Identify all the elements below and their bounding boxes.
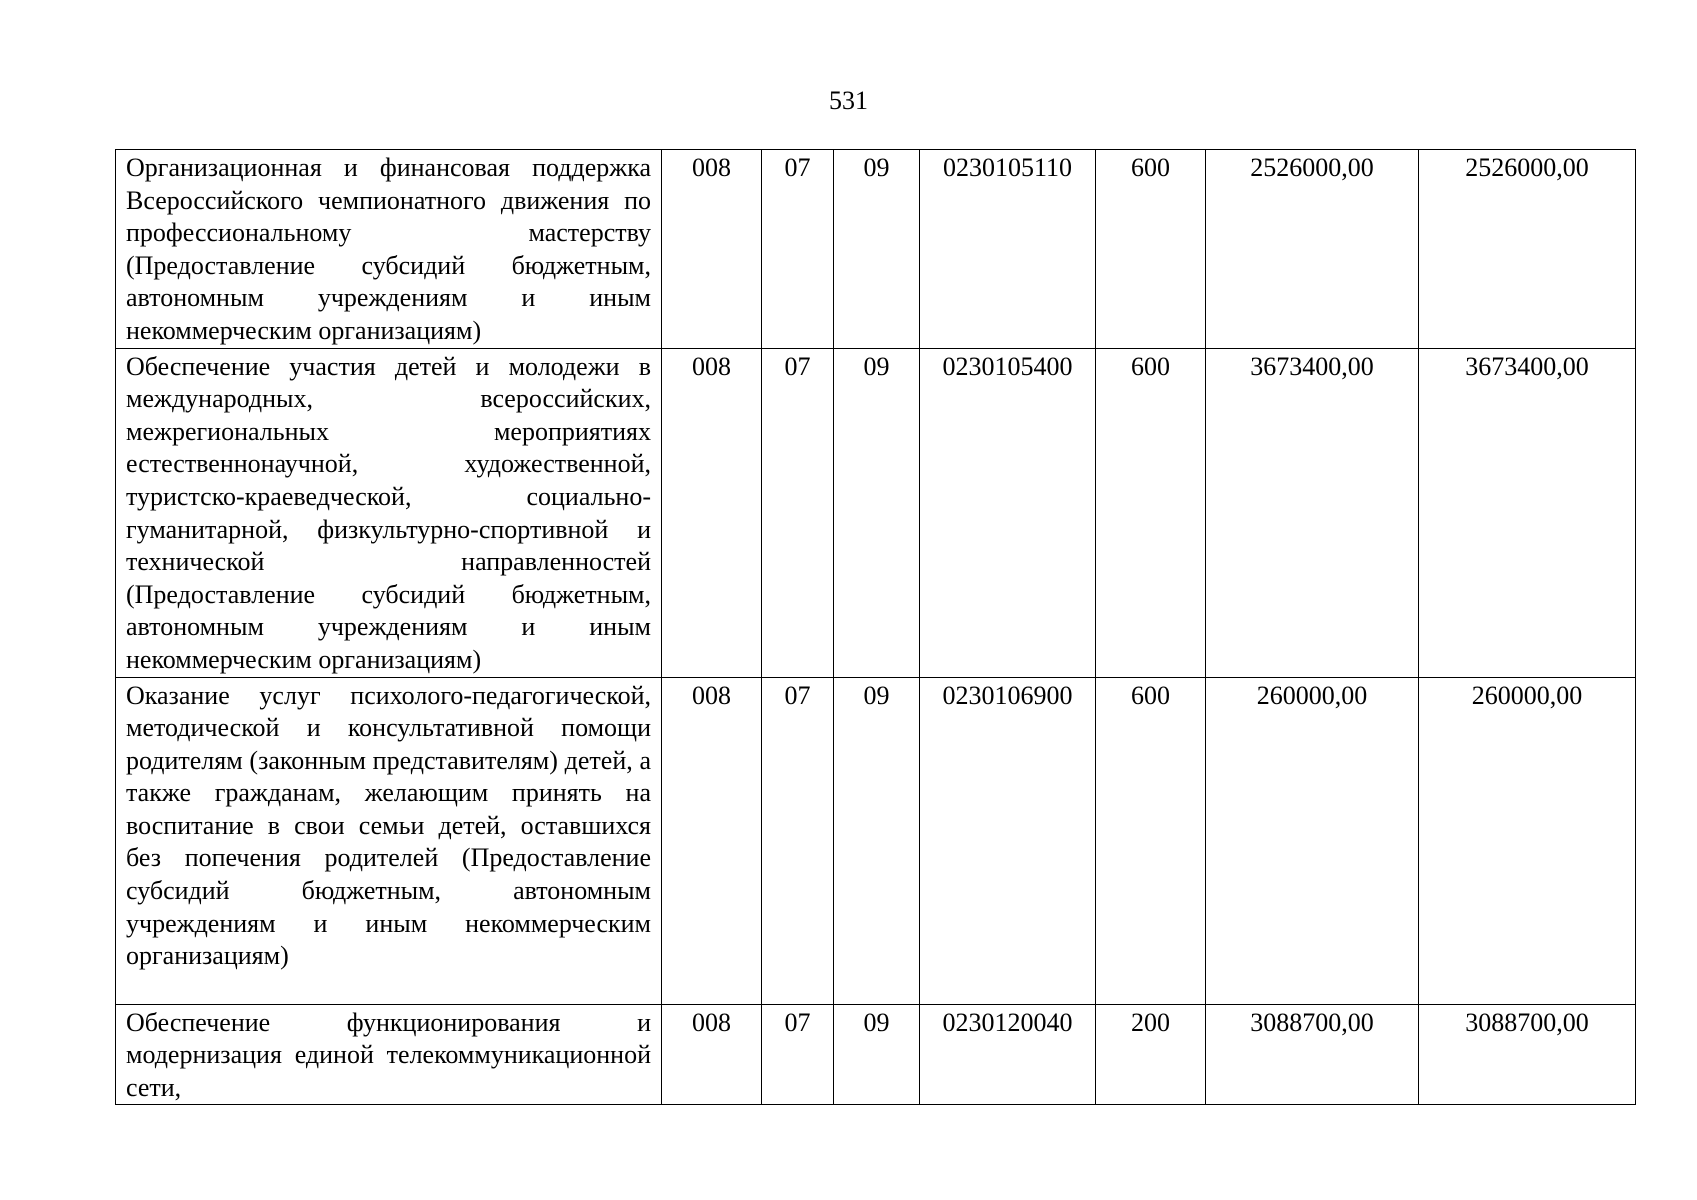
amount-second-cell: 260000,00 [1419, 677, 1636, 1004]
expense-name-cell: Организационная и финансовая поддержка Всероссийского чемпионатного движения по профессиональному мастерству (Предоставление субсидий бюджетным, автономным учреждениям и иным некоммерческим организациям) [116, 150, 662, 349]
ministry-code-cell: 008 [662, 1004, 762, 1105]
subsection-code-cell: 09 [834, 150, 920, 349]
expense-type-cell: 600 [1096, 150, 1206, 349]
amount-first-cell: 260000,00 [1206, 677, 1419, 1004]
amount-first-cell: 3673400,00 [1206, 348, 1419, 677]
subsection-code-cell: 09 [834, 677, 920, 1004]
expense-type-cell: 600 [1096, 348, 1206, 677]
subsection-code-cell: 09 [834, 1004, 920, 1105]
amount-second-cell: 3088700,00 [1419, 1004, 1636, 1105]
amount-second-cell: 2526000,00 [1419, 150, 1636, 349]
ministry-code-cell: 008 [662, 677, 762, 1004]
target-article-cell: 0230120040 [920, 1004, 1096, 1105]
subsection-code-cell: 09 [834, 348, 920, 677]
target-article-cell: 0230106900 [920, 677, 1096, 1004]
section-code-cell: 07 [762, 348, 834, 677]
section-code-cell: 07 [762, 1004, 834, 1105]
amount-second-cell: 3673400,00 [1419, 348, 1636, 677]
expense-type-cell: 200 [1096, 1004, 1206, 1105]
target-article-cell: 0230105110 [920, 150, 1096, 349]
table-row [116, 348, 1636, 677]
expense-name-cell: Оказание услуг психолого-педагогической, методической и консультативной помощи родителям (законным представителям) детей, а также гражданам, желающим принять на воспитание в свои семьи детей, оставшихся без попечения родителей (Предоставление субсидий бюджетным, автономным учреждениям и иным некоммерческим организациям) [116, 677, 662, 1004]
ministry-code-cell: 008 [662, 150, 762, 349]
target-article-cell: 0230105400 [920, 348, 1096, 677]
page-number: 531 [829, 86, 868, 115]
table-row [116, 677, 1636, 1004]
ministry-code-cell: 008 [662, 348, 762, 677]
section-code-cell: 07 [762, 677, 834, 1004]
expense-name-cell: Обеспечение функционирования и модернизация единой телекоммуникационной сети, [116, 1004, 662, 1105]
table-row [116, 150, 1636, 349]
expense-type-cell: 600 [1096, 677, 1206, 1004]
amount-first-cell: 3088700,00 [1206, 1004, 1419, 1105]
table-row [116, 1004, 1636, 1105]
section-code-cell: 07 [762, 150, 834, 349]
expense-name-cell: Обеспечение участия детей и молодежи в международных, всероссийских, межрегиональных мероприятиях естественнонаучной, художественной, туристско-краеведческой, социально-гуманитарной, физкультурно-спортивной и технической направленностей (Предоставление субсидий бюджетным, автономным учреждениям и иным некоммерческим организациям) [116, 348, 662, 677]
budget-table [115, 149, 1636, 1105]
amount-first-cell: 2526000,00 [1206, 150, 1419, 349]
